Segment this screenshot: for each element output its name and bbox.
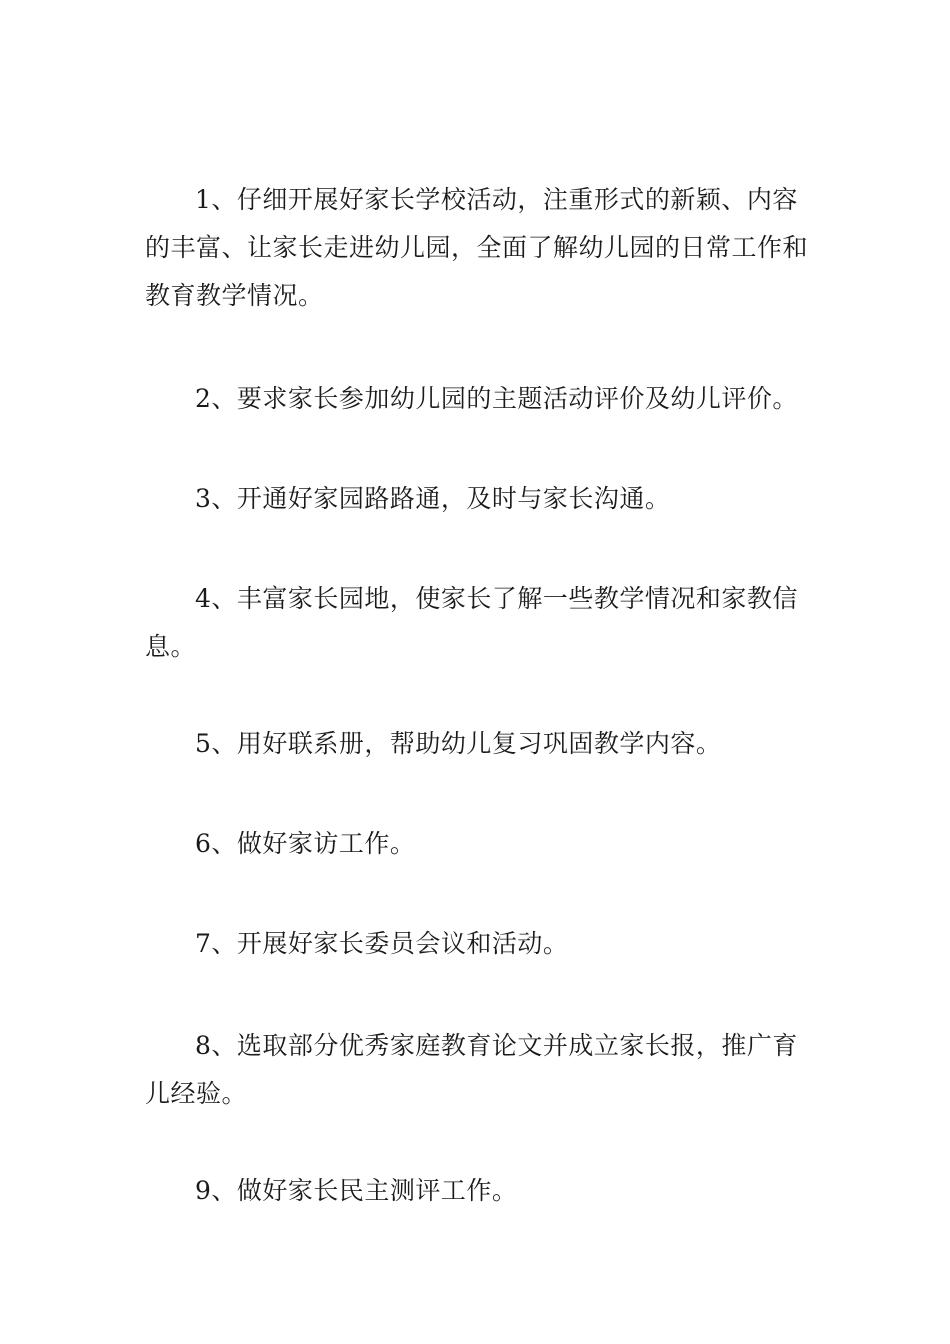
paragraph-item-9: 9、做好家长民主测评工作。: [195, 1176, 518, 1205]
paragraph-item-8: 8、选取部分优秀家庭教育论文并成立家长报，推广育儿经验。: [145, 1031, 798, 1108]
paragraph-item-3: 3、开通好家园路路通，及时与家长沟通。: [195, 484, 671, 513]
paragraph-item-7: 7、开展好家长委员会议和活动。: [195, 929, 569, 958]
paragraph-item-1: 1、仔细开展好家长学校活动，注重形式的新颖、内容的丰富、让家长走进幼儿园，全面了解幼儿园的日常工作和教育教学情况。: [145, 185, 809, 310]
paragraph-item-5: 5、用好联系册，帮助幼儿复习巩固教学内容。: [195, 729, 722, 758]
paragraph-item-4: 4、丰富家长园地，使家长了解一些教学情况和家教信息。: [145, 584, 798, 661]
paragraph-item-6: 6、做好家访工作。: [195, 829, 416, 858]
paragraph-item-2: 2、要求家长参加幼儿园的主题活动评价及幼儿评价。: [195, 384, 798, 413]
